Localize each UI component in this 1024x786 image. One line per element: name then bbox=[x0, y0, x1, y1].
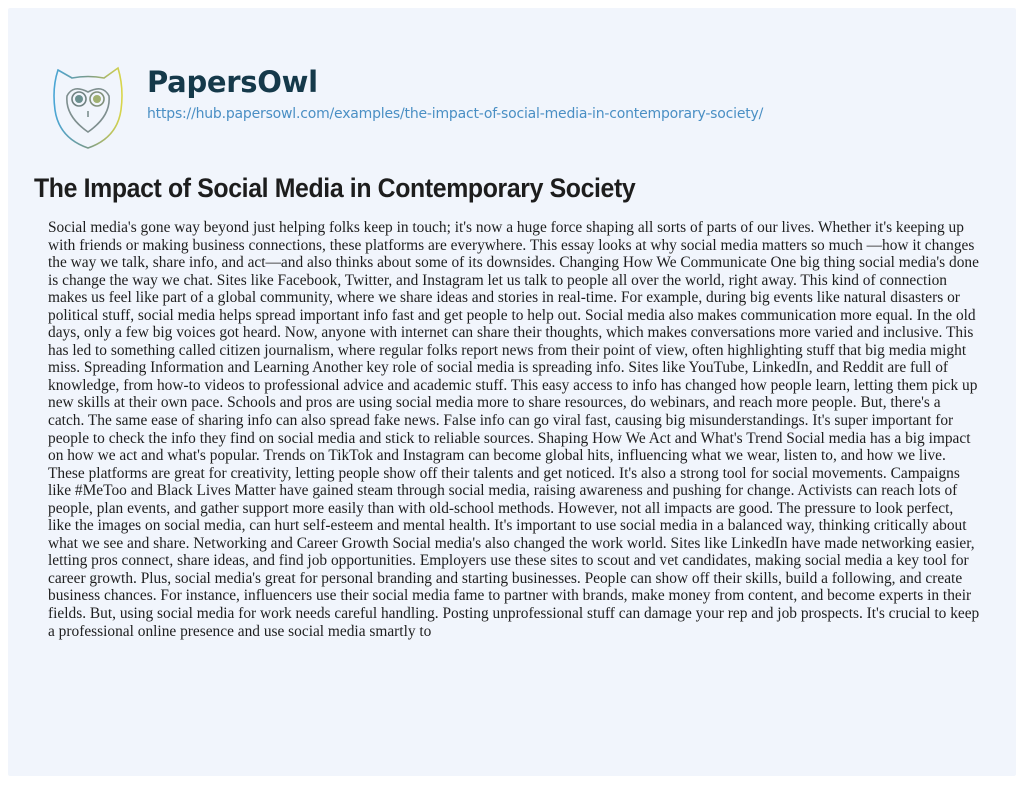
source-url-link[interactable]: https://hub.papersowl.com/examples/the-impact-of-social-media-in-contemporary-society/ bbox=[147, 106, 764, 122]
brand-block bbox=[147, 58, 763, 124]
owl-logo-icon bbox=[45, 58, 131, 154]
site-header bbox=[45, 58, 763, 154]
page-title: The Impact of Social Media in Contemporary Society bbox=[34, 173, 636, 203]
essay-body: Social media's gone way beyond just helping folks keep in touch; it's now a huge force shaping all sorts of parts of our lives. Whether it's keeping up with friends or making business connections, these platforms are everywhere. This essay looks at why social media matters so much —how it changes the way we talk, share info, and act—and also thinks about some of its downsides. Changing How We Communicate One big thing social media's done is change the way we chat. Sites like Facebook, Twitter, and Instagram let us talk to people all over the world, right away. This kind of connection makes us feel like part of a global community, where we share ideas and stories in real-time. For example, during big events like natural disasters or political stuff, social media helps spread important info fast and get people to help out. Social media also makes communication more equal. In the old days, only a few big voices got heard. Now, anyone with internet can share their thoughts, which makes conversations more varied and inclusive. This has led to something called citizen journalism, where regular folks report news from their point of view, often highlighting stuff that big media might miss. Spreading Information and Learning Another key role of social media is spreading info. Sites like YouTube, LinkedIn, and Reddit are full of knowledge, from how-to videos to professional advice and academic stuff. This easy access to info has changed how people learn, letting them pick up new skills at their own pace. Schools and pros are using social media more to share resources, do webinars, and reach more people. But, there's a catch. The same ease of sharing info can also spread fake news. False info can go viral fast, causing big misunderstandings. It's super important for people to check the info they find on social media and stick to reliable sources. Shaping How We Act and What's Trend Social media has a big impact on how we act and what's popular. Trends on TikTok and Instagram can become global hits, influencing what we wear, listen to, and how we live. These platforms are great for creativity, letting people show off their talents and get noticed. It's also a strong tool for social movements. Campaigns like #MeToo and Black Lives Matter have gained steam through social media, raising awareness and pushing for change. Activists can reach lots of people, plan events, and gather support more easily than with old-school methods. However, not all impacts are good. The pressure to look perfect, like the images on social media, can hurt self-esteem and mental health. It's important to use social media in a balanced way, thinking critically about what we see and share. Networking and Career Growth Social media's also changed the work world. Sites like LinkedIn have made networking easier, letting pros connect, share ideas, and find job opportunities. Employers use these sites to scout and vet candidates, making social media a key tool for career growth. Plus, social media's great for personal branding and starting businesses. People can show off their skills, build a following, and create business chances. For instance, influencers use their social media fame to partner with brands, make money from content, and become experts in their fields. But, using social media for work needs careful handling. Posting unprofessional stuff can damage your rep and job prospects. It's crucial to keep a professional online presence and use social media smartly to bbox=[48, 219, 980, 640]
brand-name: PapersOwl bbox=[147, 65, 318, 99]
